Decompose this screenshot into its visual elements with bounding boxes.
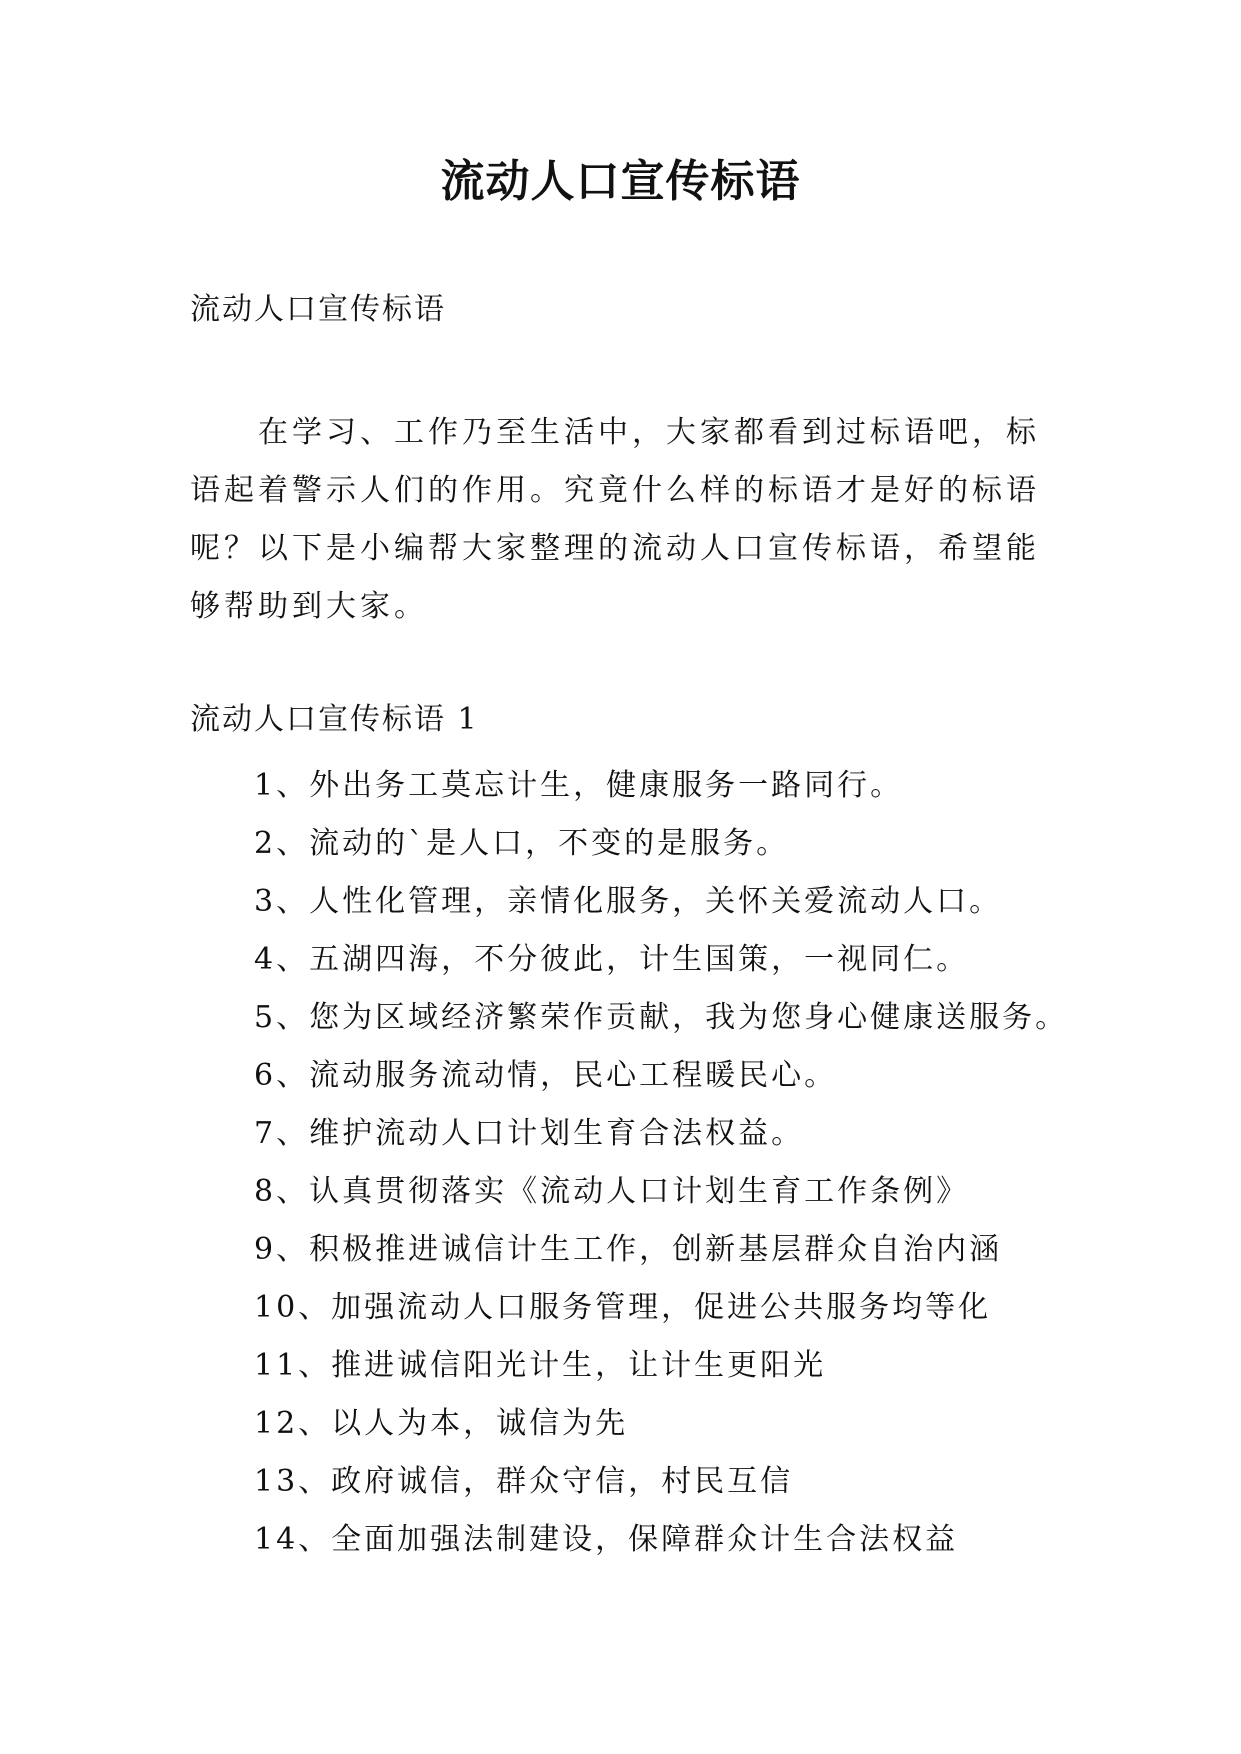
slogan-item: 12、以人为本，诚信为先 <box>254 1406 629 1441</box>
slogan-item: 13、政府诚信，群众守信，村民互信 <box>254 1464 794 1499</box>
slogan-list <box>254 757 1068 1569</box>
slogan-item: 8、认真贯彻落实《流动人口计划生育工作条例》 <box>254 1174 970 1209</box>
section-heading: 流动人口宣传标语 1 <box>190 702 479 737</box>
slogan-item: 3、人性化管理，亲情化服务，关怀关爱流动人口。 <box>254 884 1003 919</box>
slogan-item: 9、积极推进诚信计生工作，创新基层群众自治内涵 <box>254 1232 1003 1267</box>
document-title: 流动人口宣传标语 <box>440 156 801 207</box>
intro-paragraph: 在学习、工作乃至生活中，大家都看到过标语吧，标语起着警示人们的作用。究竟什么样的标语才是好的标语呢？以下是小编帮大家整理的流动人口宣传标语，希望能够帮助到大家。 <box>190 415 1040 624</box>
slogan-item: 5、您为区域经济繁荣作贡献，我为您身心健康送服务。 <box>254 1000 1069 1035</box>
slogan-item: 1、外出务工莫忘计生，健康服务一路同行。 <box>254 768 904 803</box>
slogan-item: 14、全面加强法制建设，保障群众计生合法权益 <box>254 1522 959 1557</box>
slogan-item: 6、流动服务流动情，民心工程暖民心。 <box>254 1058 838 1093</box>
slogan-item: 7、维护流动人口计划生育合法权益。 <box>254 1116 805 1151</box>
slogan-item: 11、推进诚信阳光计生，让计生更阳光 <box>254 1348 827 1383</box>
slogan-item: 4、五湖四海，不分彼此，计生国策，一视同仁。 <box>254 942 970 977</box>
document-subtitle: 流动人口宣传标语 <box>190 292 446 327</box>
slogan-item: 10、加强流动人口服务管理，促进公共服务均等化 <box>254 1290 992 1325</box>
slogan-item: 2、流动的`是人口，不变的是服务。 <box>254 826 790 861</box>
